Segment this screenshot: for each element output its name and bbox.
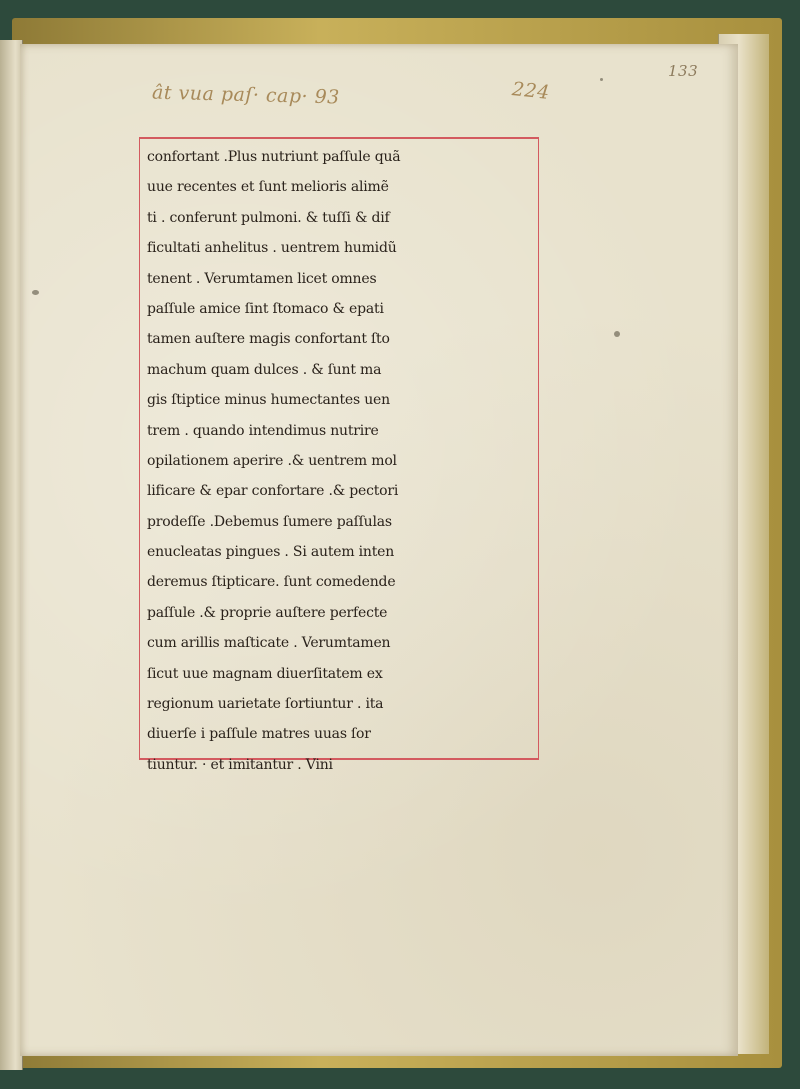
handwritten-folio-number: 224 xyxy=(510,78,551,104)
text-line: opilationem aperire .& uentrem mol xyxy=(147,452,397,469)
text-line: paſſule .& proprie auſtere perfecte xyxy=(147,604,388,621)
text-line: ficultati anhelitus . uentrem humidũ xyxy=(147,240,397,257)
text-line: enucleatas pingues . Si autem inten xyxy=(147,544,395,561)
text-line: lificare & epar confortare .& pectori xyxy=(147,483,399,500)
text-line: tiuntur. · et imitantur . Vini xyxy=(147,756,333,773)
text-line: tamen auſtere magis confortant ſto xyxy=(147,331,390,348)
text-line: gis ſtiptice minus humectantes uen xyxy=(147,392,390,409)
text-line: uue recentes et ſunt melioris alimẽ xyxy=(147,179,389,196)
printed-text-block xyxy=(147,142,537,780)
text-line: regionum uarietate ſortiuntur . ita xyxy=(147,696,384,713)
text-line: diuerſe i paſſule matres uuas ſor xyxy=(147,726,371,743)
text-line: tenent . Verumtamen licet omnes xyxy=(147,270,377,287)
text-line: machum quam dulces . & ſunt ma xyxy=(147,361,382,378)
corner-page-number: 133 xyxy=(668,62,699,80)
text-line: paſſule amice ſint ſtomaco & epati xyxy=(147,300,384,317)
text-line: cum arillis maſticate . Verumtamen xyxy=(147,635,391,652)
paper-speck xyxy=(32,290,39,295)
text-line: prodeſſe .Debemus ſumere paſſulas xyxy=(147,513,392,530)
text-line: ſicut uue magnam diuerſitatem ex xyxy=(147,665,383,682)
paper-speck xyxy=(600,78,603,81)
paper-speck xyxy=(614,331,620,337)
text-line: deremus ſtipticare. ſunt comedende xyxy=(147,574,396,591)
text-line: ti . conferunt pulmoni. & tuſſi & dif xyxy=(147,209,390,226)
text-line: trem . quando intendimus nutrire xyxy=(147,422,379,439)
handwritten-chapter-note: ât vua paſ· cap· 93 xyxy=(151,81,341,109)
text-line: confortant .Plus nutriunt paſſule quã xyxy=(147,149,401,165)
